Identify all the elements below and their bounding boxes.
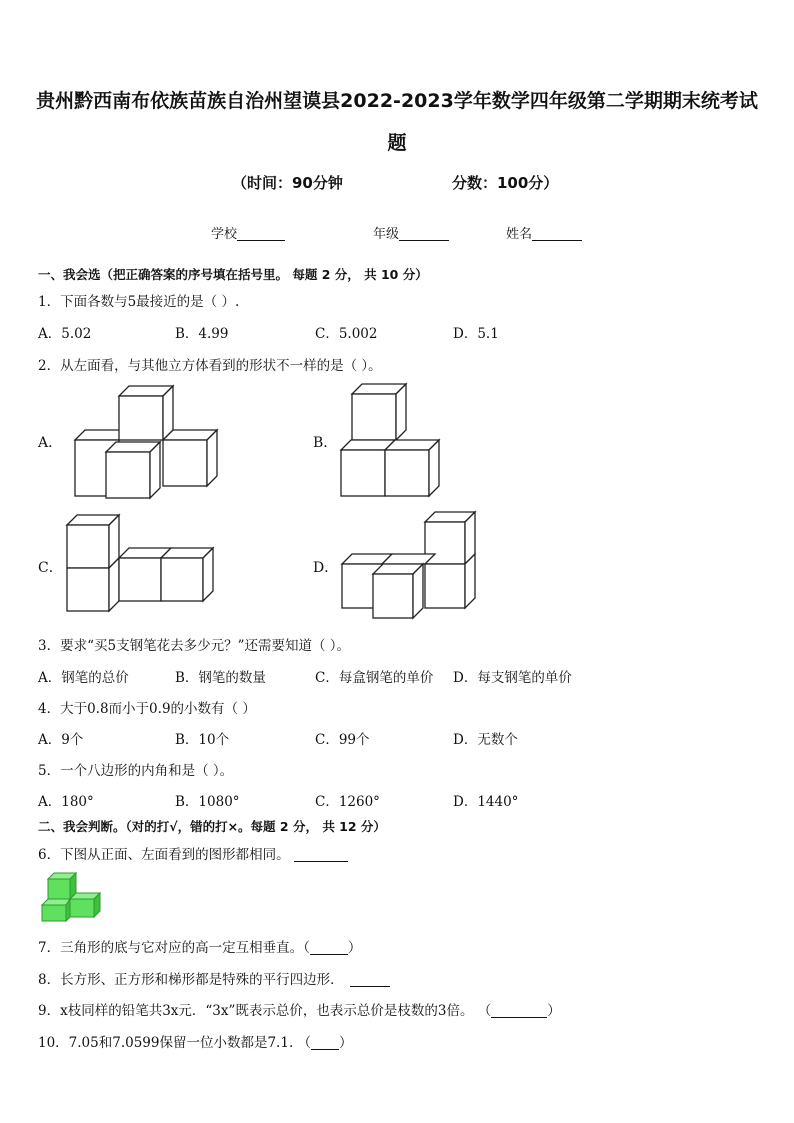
q5-option-b: B．1080°: [175, 794, 240, 810]
q6-green-cubes-figure: [38, 868, 108, 924]
q1-text: 1．下面各数与5最接近的是（ ）.: [38, 294, 240, 310]
q2-figure-d: [335, 505, 485, 623]
q2-figure-a: [60, 380, 230, 505]
grade-blank[interactable]: [399, 226, 449, 241]
q2-figure-c: [60, 510, 220, 616]
q1-option-a: A．5.02: [38, 326, 92, 342]
q2-text: 2．从左面看，与其他立方体看到的形状不一样的是（ ）。: [38, 358, 382, 374]
q10-question: [38, 1031, 353, 1051]
q8-question: [38, 968, 390, 988]
q10-answer-blank[interactable]: [311, 1035, 339, 1050]
q7-question: [38, 936, 361, 956]
q4-option-a: A．9个: [38, 732, 84, 748]
q2-figure-b: [335, 380, 455, 502]
q4-option-b: B．10个: [175, 732, 230, 748]
q4-option-c: C．99个: [315, 732, 370, 748]
q9-text: 9．x枝同样的铅笔共3x元．“3x”既表示总价，也表示总价是枝数的3倍。 （: [38, 1003, 492, 1019]
name-blank[interactable]: [532, 226, 582, 241]
q2-label-d: D．: [313, 560, 339, 576]
q10-close-paren: ）: [339, 1035, 353, 1051]
page-title-line2: 题: [387, 132, 407, 154]
q9-answer-blank[interactable]: [491, 1003, 547, 1018]
q10-text: 10．7.05和7.0599保留一位小数都是7.1. （: [38, 1035, 312, 1051]
q5-option-d: D．1440°: [453, 794, 519, 810]
q4-text: 4．大于0.8而小于0.9的小数有（ ）: [38, 701, 256, 717]
q4-option-d: D．无数个: [453, 732, 518, 748]
q9-close-paren: ）: [547, 1003, 561, 1019]
q5-text: 5．一个八边形的内角和是（ ）。: [38, 763, 234, 779]
q3-option-b: B．钢笔的数量: [175, 670, 266, 686]
q8-text: 8．长方形、正方形和梯形都是特殊的平行四边形．: [38, 972, 344, 988]
name-field[interactable]: [506, 223, 582, 242]
section2-heading: 二、我会判断。（对的打√，错的打×。每题 2 分， 共 12 分）: [38, 819, 386, 834]
q3-option-a: A．钢笔的总价: [38, 670, 129, 686]
q1-option-d: D．5.1: [453, 326, 499, 342]
q7-text: 7．三角形的底与它对应的高一定互相垂直。（: [38, 940, 310, 956]
q6-question: [38, 843, 348, 863]
school-field[interactable]: [211, 223, 285, 242]
school-label: 学校: [211, 227, 238, 242]
grade-field[interactable]: [373, 223, 449, 242]
q2-label-a: A．: [38, 435, 63, 451]
q3-text: 3．要求“买5支钢笔花去多少元？”还需要知道（ ）。: [38, 638, 351, 654]
q5-option-c: C．1260°: [315, 794, 380, 810]
q6-text: 6．下图从正面、左面看到的图形都相同。: [38, 847, 290, 863]
q9-question: [38, 999, 561, 1019]
q1-option-c: C．5.002: [315, 326, 378, 342]
q2-label-b: B．: [313, 435, 338, 451]
q2-label-c: C．: [38, 560, 63, 576]
grade-label: 年级: [373, 227, 400, 242]
q8-answer-blank[interactable]: [350, 972, 390, 987]
q7-answer-blank[interactable]: [310, 940, 348, 955]
q3-option-c: C．每盒钢笔的单价: [315, 670, 434, 686]
time-label: （时间：90分钟: [232, 174, 343, 192]
q1-option-b: B．4.99: [175, 326, 229, 342]
page-title-line1: 贵州黔西南布依族苗族自治州望谟县2022-2023学年数学四年级第二学期期末统考试: [36, 90, 758, 112]
q5-option-a: A．180°: [38, 794, 94, 810]
q3-option-d: D．每支钢笔的单价: [453, 670, 572, 686]
q7-close-paren: ）: [347, 940, 362, 956]
section1-heading: 一、我会选（把正确答案的序号填在括号里。 每题 2 分， 共 10 分）: [38, 267, 428, 282]
q6-answer-blank[interactable]: [294, 847, 348, 862]
name-label: 姓名: [506, 227, 533, 242]
school-blank[interactable]: [237, 226, 285, 241]
score-label: 分数：100分）: [452, 174, 559, 192]
